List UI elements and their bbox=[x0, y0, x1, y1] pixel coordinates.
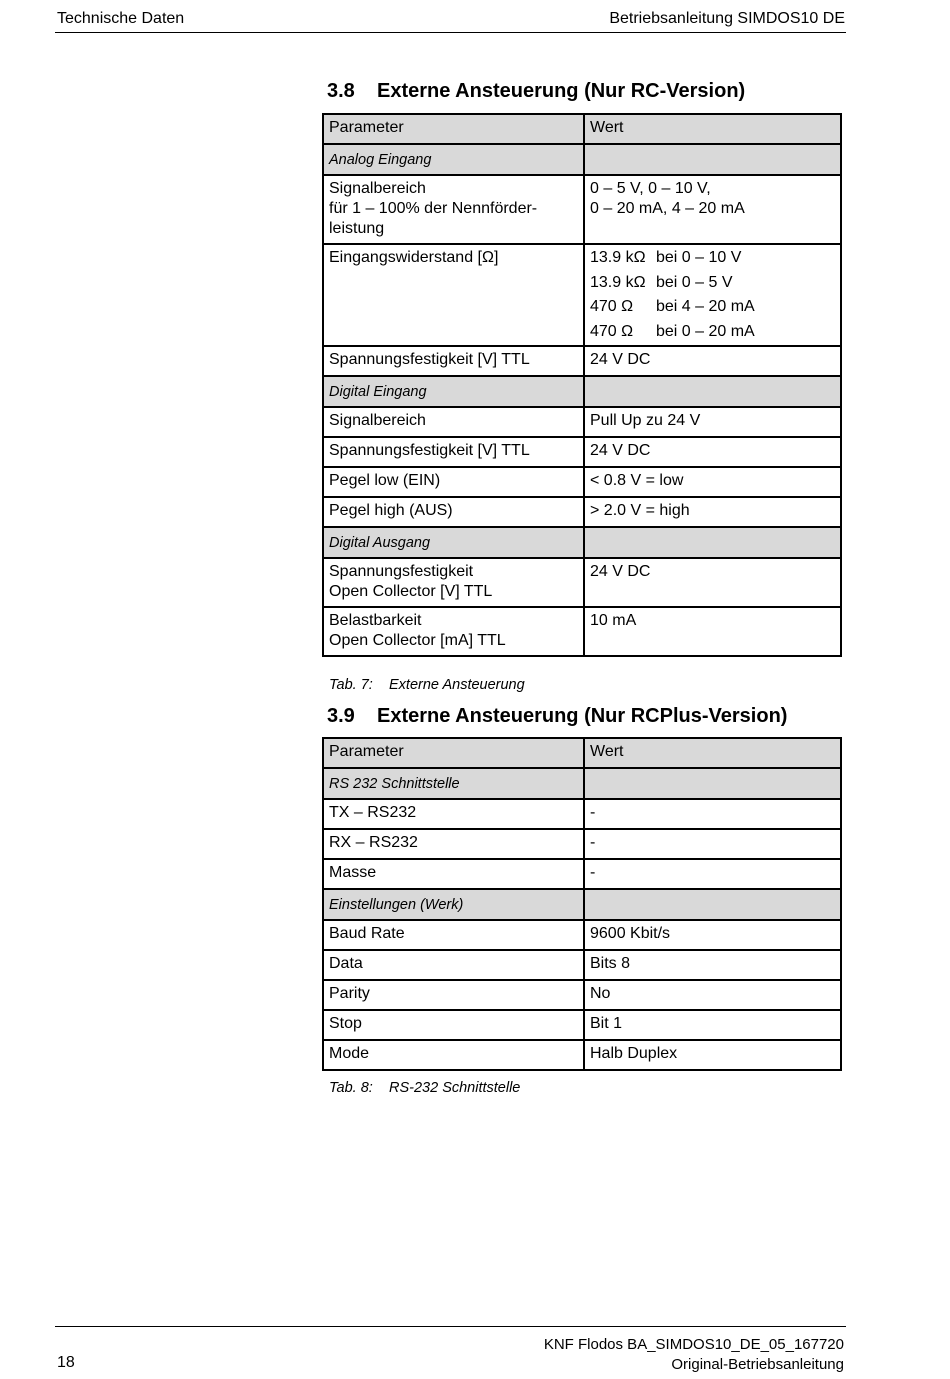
footer-rule bbox=[55, 1326, 846, 1327]
table-row bbox=[323, 497, 841, 527]
table-row bbox=[323, 175, 841, 244]
table-caption-7 bbox=[329, 677, 525, 693]
running-header-left: Technische Daten bbox=[57, 10, 185, 27]
column-header-value: Wert bbox=[584, 738, 841, 768]
param-cell bbox=[323, 558, 584, 607]
param-line: Spannungsfestigkeit bbox=[329, 563, 474, 580]
header-rule bbox=[55, 32, 846, 33]
page-number: 18 bbox=[57, 1354, 75, 1371]
value-cell: 9600 Kbit/s bbox=[584, 920, 841, 950]
value-line: 0 – 20 mA, 4 – 20 mA bbox=[590, 200, 745, 217]
footer-doc-id: KNF Flodos BA_SIMDOS10_DE_05_167720 bbox=[543, 1336, 844, 1353]
value-cell: 24 V DC bbox=[584, 437, 841, 467]
table-header-row bbox=[323, 114, 841, 144]
value-cell: Bits 8 bbox=[584, 950, 841, 980]
table-row bbox=[323, 346, 841, 376]
group-row-digital-output bbox=[323, 527, 841, 558]
param-line: Open Collector [V] TTL bbox=[329, 583, 493, 600]
param-line: leistung bbox=[329, 220, 385, 237]
table-row bbox=[323, 980, 841, 1010]
group-empty-cell bbox=[584, 889, 841, 920]
group-row-analog-input bbox=[323, 144, 841, 175]
group-row-settings bbox=[323, 889, 841, 920]
group-empty-cell bbox=[584, 527, 841, 558]
section-heading-3-8 bbox=[327, 80, 745, 103]
table-row bbox=[323, 920, 841, 950]
group-label: Digital Ausgang bbox=[323, 527, 584, 558]
value-cell: No bbox=[584, 980, 841, 1010]
value-line: 0 – 5 V, 0 – 10 V, bbox=[590, 180, 711, 197]
column-header-parameter: Parameter bbox=[323, 114, 584, 144]
value-cell: - bbox=[584, 799, 841, 829]
param-cell: Pegel low (EIN) bbox=[323, 467, 584, 497]
value-cell: Halb Duplex bbox=[584, 1040, 841, 1070]
group-row-digital-input bbox=[323, 376, 841, 407]
param-line: Belastbarkeit bbox=[329, 612, 422, 629]
table-row bbox=[323, 558, 841, 607]
param-cell: RX – RS232 bbox=[323, 829, 584, 859]
param-cell: Pegel high (AUS) bbox=[323, 497, 584, 527]
table-row bbox=[323, 1040, 841, 1070]
table-row bbox=[323, 467, 841, 497]
value-cell: - bbox=[584, 859, 841, 889]
table-row bbox=[323, 1010, 841, 1040]
value-cell: Pull Up zu 24 V bbox=[584, 407, 841, 437]
caption-text: Externe Ansteuerung bbox=[389, 677, 525, 693]
param-cell: Masse bbox=[323, 859, 584, 889]
value-cell: Bit 1 bbox=[584, 1010, 841, 1040]
value-cell: < 0.8 V = low bbox=[584, 467, 841, 497]
value-cell bbox=[584, 244, 841, 346]
group-row-rs232 bbox=[323, 768, 841, 799]
value-cell: 24 V DC bbox=[584, 346, 841, 376]
caption-number: Tab. 7: bbox=[329, 677, 373, 693]
param-cell: Mode bbox=[323, 1040, 584, 1070]
group-label: Analog Eingang bbox=[323, 144, 584, 175]
section-number: 3.9 bbox=[327, 705, 355, 727]
resistance-line: 470 Ω bei 0 – 20 mA bbox=[590, 322, 755, 340]
value-cell: > 2.0 V = high bbox=[584, 497, 841, 527]
group-empty-cell bbox=[584, 376, 841, 407]
table-caption-8 bbox=[329, 1080, 520, 1096]
param-cell: Data bbox=[323, 950, 584, 980]
param-cell: Signalbereich bbox=[323, 407, 584, 437]
group-label: RS 232 Schnittstelle bbox=[323, 768, 584, 799]
resistance-line: 470 Ω bei 4 – 20 mA bbox=[590, 298, 755, 315]
caption-text: RS-232 Schnittstelle bbox=[389, 1080, 521, 1096]
param-cell: TX – RS232 bbox=[323, 799, 584, 829]
section-number: 3.8 bbox=[327, 80, 355, 102]
table-row bbox=[323, 859, 841, 889]
table-row bbox=[323, 799, 841, 829]
table-external-control-rc bbox=[322, 113, 842, 657]
param-line: Open Collector [mA] TTL bbox=[329, 632, 506, 649]
footer-doc-type: Original-Betriebsanleitung bbox=[671, 1356, 844, 1373]
footer-doc-info bbox=[544, 1335, 844, 1375]
param-cell: Spannungsfestigkeit [V] TTL bbox=[323, 437, 584, 467]
param-cell: Stop bbox=[323, 1010, 584, 1040]
value-cell: - bbox=[584, 829, 841, 859]
group-label: Digital Eingang bbox=[323, 376, 584, 407]
section-title: Externe Ansteuerung (Nur RC-Version) bbox=[377, 80, 746, 102]
param-cell bbox=[323, 607, 584, 656]
table-header-row bbox=[323, 738, 841, 768]
group-empty-cell bbox=[584, 768, 841, 799]
value-cell: 24 V DC bbox=[584, 558, 841, 607]
param-cell: Spannungsfestigkeit [V] TTL bbox=[323, 346, 584, 376]
table-row bbox=[323, 607, 841, 656]
table-external-control-rcplus bbox=[322, 737, 842, 1071]
group-empty-cell bbox=[584, 144, 841, 175]
resistance-line: 13.9 kΩ bei 0 – 10 V bbox=[590, 249, 742, 266]
param-line: für 1 – 100% der Nennförder- bbox=[329, 200, 538, 217]
caption-number: Tab. 8: bbox=[329, 1080, 373, 1096]
group-label: Einstellungen (Werk) bbox=[323, 889, 584, 920]
section-heading-3-9 bbox=[327, 705, 787, 728]
value-cell: 10 mA bbox=[584, 607, 841, 656]
resistance-line: 13.9 kΩ bei 0 – 5 V bbox=[590, 273, 733, 291]
section-title: Externe Ansteuerung (Nur RCPlus-Version) bbox=[377, 705, 788, 727]
param-cell: Parity bbox=[323, 980, 584, 1010]
table-row bbox=[323, 950, 841, 980]
param-cell: Eingangswiderstand [Ω] bbox=[323, 244, 584, 346]
param-cell: Baud Rate bbox=[323, 920, 584, 950]
column-header-parameter: Parameter bbox=[323, 738, 584, 768]
param-cell bbox=[323, 175, 584, 244]
table-row bbox=[323, 437, 841, 467]
column-header-value: Wert bbox=[584, 114, 841, 144]
param-line: Signalbereich bbox=[329, 180, 426, 197]
value-cell bbox=[584, 175, 841, 244]
table-row bbox=[323, 244, 841, 346]
table-row bbox=[323, 407, 841, 437]
running-header-right: Betriebsanleitung SIMDOS10 DE bbox=[609, 10, 845, 27]
table-row bbox=[323, 829, 841, 859]
